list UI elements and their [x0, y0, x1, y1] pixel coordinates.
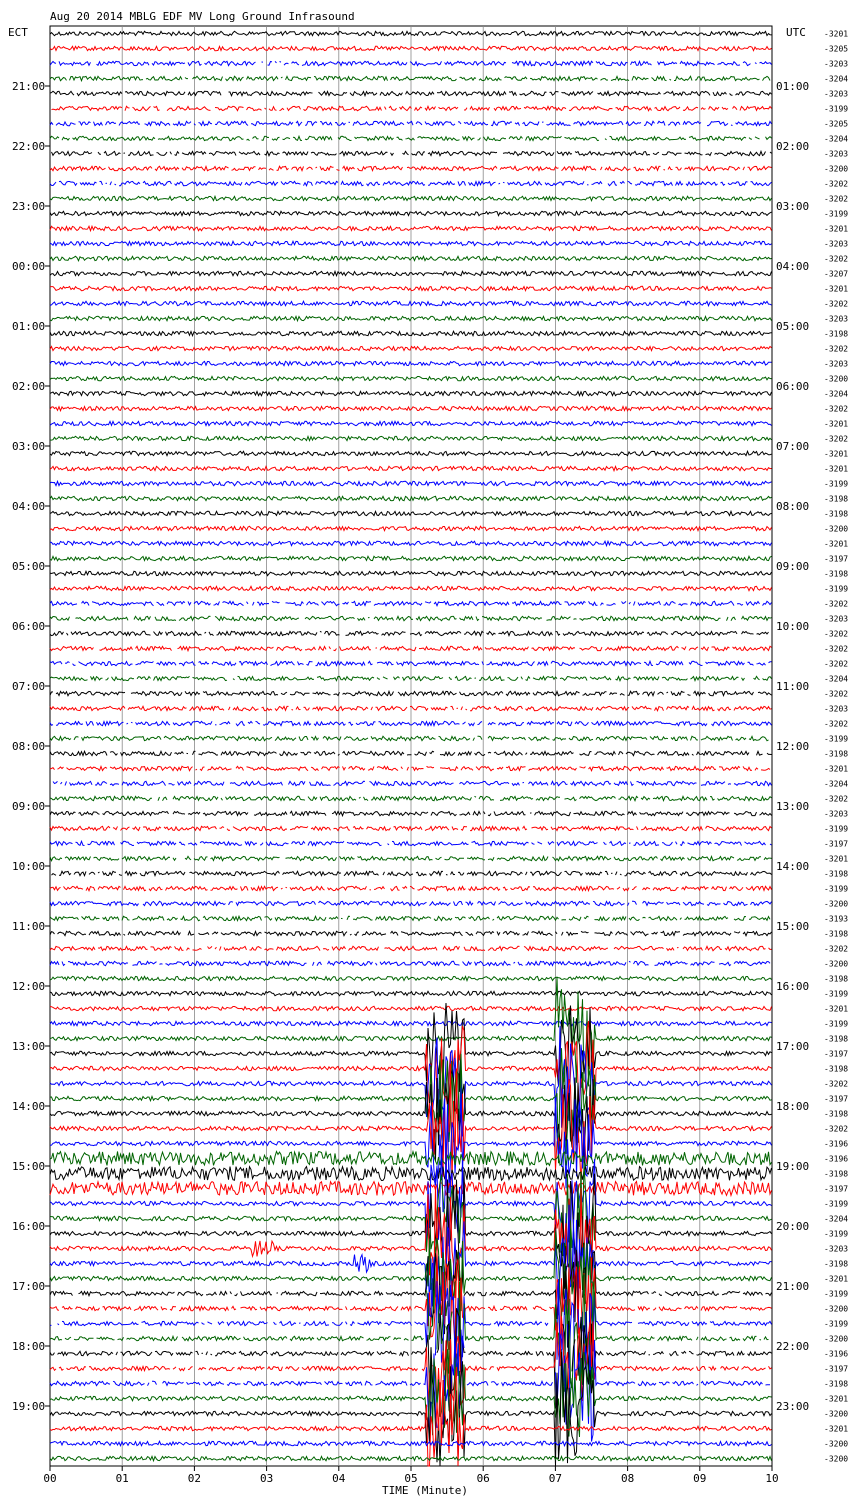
trace-offset-label: -3202	[824, 434, 849, 444]
x-tick-labels	[43, 1466, 778, 1485]
left-hour-label: 13:00	[12, 1040, 46, 1053]
trace-offset-label: -3203	[824, 704, 849, 714]
trace-offset-label: -3199	[824, 734, 849, 744]
trace-offset-label: -3204	[824, 74, 849, 84]
left-hour-label: 17:00	[12, 1280, 46, 1293]
left-hour-label: 15:00	[12, 1160, 46, 1173]
trace-offset-label: -3202	[824, 344, 849, 354]
trace-line-59	[50, 916, 770, 920]
right-hour-label: 01:00	[776, 80, 810, 93]
trace-offset-label: -3201	[824, 1424, 849, 1434]
trace-offset-label: -3200	[824, 1454, 849, 1464]
trace-offset-label: -3198	[824, 494, 849, 504]
trace-offset-label: -3199	[824, 1319, 849, 1329]
x-tick-label: 04	[332, 1472, 346, 1485]
trace-offset-label: -3202	[824, 194, 849, 204]
right-hour-label: 21:00	[776, 1280, 810, 1293]
trace-offset-label: -3199	[824, 884, 849, 894]
left-hour-label: 21:00	[12, 80, 46, 93]
trace-offset-label: -3203	[824, 809, 849, 819]
trace-offset-label: -3199	[824, 1019, 849, 1029]
left-axis-label: ECT	[8, 26, 28, 39]
trace-offset-label: -3198	[824, 1034, 849, 1044]
trace-line-3	[50, 76, 770, 80]
trace-offset-label: -3202	[824, 1124, 849, 1134]
trace-offset-label: -3201	[824, 764, 849, 774]
trace-line-49	[50, 766, 770, 770]
trace-offset-label: -3197	[824, 1049, 849, 1059]
trace-offset-label: -3201	[824, 419, 849, 429]
trace-offset-labels	[824, 30, 848, 1464]
left-hour-label: 10:00	[12, 860, 46, 873]
right-hour-label: 05:00	[776, 320, 810, 333]
x-tick-label: 02	[187, 1472, 202, 1485]
trace-offset-label: -3204	[824, 134, 849, 144]
right-hour-label: 03:00	[776, 200, 810, 213]
left-hour-label: 11:00	[12, 920, 46, 933]
trace-offset-label: -3202	[824, 794, 849, 804]
trace-line-5	[52, 106, 772, 110]
trace-offset-label: -3203	[824, 59, 849, 69]
trace-offset-label: -3199	[824, 1289, 849, 1299]
trace-offset-label: -3198	[824, 1169, 849, 1179]
trace-offset-label: -3201	[824, 1394, 849, 1404]
right-hour-label: 23:00	[776, 1400, 810, 1413]
trace-offset-label: -3197	[824, 839, 849, 849]
trace-offset-label: -3197	[824, 1094, 849, 1104]
trace-offset-label: -3203	[824, 314, 849, 324]
right-hour-label: 06:00	[776, 380, 810, 393]
right-hour-label: 14:00	[776, 860, 810, 873]
right-hour-label: 17:00	[776, 1040, 810, 1053]
trace-offset-label: -3201	[824, 1274, 849, 1284]
trace-offset-label: -3202	[824, 599, 849, 609]
right-hour-labels	[776, 80, 809, 1413]
trace-offset-label: -3200	[824, 1334, 849, 1344]
trace-offset-label: -3200	[824, 164, 849, 174]
trace-line-50	[53, 781, 772, 785]
trace-offset-label: -3198	[824, 509, 849, 519]
right-hour-label: 16:00	[776, 980, 810, 993]
right-hour-label: 22:00	[776, 1340, 810, 1353]
trace-offset-label: -3199	[824, 584, 849, 594]
trace-offset-label: -3200	[824, 1439, 849, 1449]
trace-offset-label: -3202	[824, 719, 849, 729]
left-hour-label: 04:00	[12, 500, 46, 513]
trace-offset-label: -3197	[824, 1364, 849, 1374]
trace-offset-label: -3201	[824, 854, 849, 864]
trace-offset-label: -3201	[824, 464, 849, 474]
right-hour-label: 13:00	[776, 800, 810, 813]
right-hour-label: 04:00	[776, 260, 810, 273]
right-axis-label: UTC	[786, 26, 806, 39]
trace-offset-label: -3204	[824, 1214, 849, 1224]
left-hour-label: 16:00	[12, 1220, 46, 1233]
left-hour-label: 12:00	[12, 980, 46, 993]
x-tick-label: 00	[43, 1472, 57, 1485]
right-hour-label: 07:00	[776, 440, 810, 453]
x-axis-label: TIME (Minute)	[381, 1484, 469, 1497]
trace-offset-label: -3198	[824, 329, 849, 339]
trace-offset-label: -3199	[824, 1199, 849, 1209]
trace-offset-label: -3198	[824, 1064, 849, 1074]
left-hour-label: 09:00	[12, 800, 46, 813]
right-hour-label: 11:00	[776, 680, 810, 693]
trace-offset-label: -3202	[824, 254, 849, 264]
trace-offset-label: -3207	[824, 269, 849, 279]
trace-offset-label: -3199	[824, 824, 849, 834]
trace-offset-label: -3198	[824, 974, 849, 984]
left-hour-label: 18:00	[12, 1340, 46, 1353]
trace-offset-label: -3202	[824, 404, 849, 414]
left-hour-label: 06:00	[12, 620, 46, 633]
trace-offset-label: -3202	[824, 1079, 849, 1089]
trace-offset-label: -3205	[824, 44, 849, 54]
trace-offset-label: -3198	[824, 569, 849, 579]
trace-offset-label: -3198	[824, 1109, 849, 1119]
trace-offset-label: -3198	[824, 1259, 849, 1269]
trace-offset-label: -3204	[824, 779, 849, 789]
right-hour-label: 15:00	[776, 920, 810, 933]
trace-offset-label: -3197	[824, 1184, 849, 1194]
trace-offset-label: -3202	[824, 179, 849, 189]
trace-offset-label: -3201	[824, 539, 849, 549]
x-tick-label: 10	[765, 1472, 779, 1485]
trace-offset-label: -3201	[824, 449, 849, 459]
left-hour-label: 02:00	[12, 380, 46, 393]
trace-offset-label: -3193	[824, 914, 849, 924]
trace-offset-label: -3199	[824, 209, 849, 219]
trace-line-8	[52, 151, 772, 155]
x-tick-label: 03	[259, 1472, 274, 1485]
trace-offset-label: -3203	[824, 149, 849, 159]
x-tick-label: 07	[548, 1472, 563, 1485]
trace-offset-label: -3203	[824, 239, 849, 249]
left-hour-label: 03:00	[12, 440, 46, 453]
trace-offset-label: -3199	[824, 989, 849, 999]
trace-offset-label: -3200	[824, 959, 849, 969]
left-hour-label: 00:00	[12, 260, 46, 273]
right-hour-label: 20:00	[776, 1220, 810, 1233]
left-hour-label: 01:00	[12, 320, 46, 333]
trace-offset-label: -3203	[824, 614, 849, 624]
trace-line-90	[50, 1334, 770, 1442]
trace-offset-label: -3200	[824, 899, 849, 909]
trace-offset-label: -3200	[824, 1409, 849, 1419]
trace-offset-label: -3201	[824, 224, 849, 234]
trace-offset-label: -3198	[824, 1379, 849, 1389]
trace-offset-label: -3199	[824, 1229, 849, 1239]
trace-offset-label: -3198	[824, 869, 849, 879]
trace-offset-label: -3199	[824, 479, 849, 489]
trace-offset-label: -3204	[824, 389, 849, 399]
x-tick-label: 09	[693, 1472, 707, 1485]
left-hour-label: 08:00	[12, 740, 46, 753]
left-hour-label: 23:00	[12, 200, 46, 213]
right-hour-label: 08:00	[776, 500, 810, 513]
trace-offset-label: -3198	[824, 929, 849, 939]
left-hour-label: 19:00	[12, 1400, 46, 1413]
x-tick-label: 01	[115, 1472, 129, 1485]
trace-offset-label: -3201	[824, 29, 849, 39]
trace-offset-label: -3200	[824, 374, 849, 384]
x-tick-label: 06	[476, 1472, 490, 1485]
trace-offset-label: -3205	[824, 119, 849, 129]
trace-offset-label: -3204	[824, 674, 849, 684]
trace-offset-label: -3200	[824, 524, 849, 534]
left-hour-label: 05:00	[12, 560, 46, 573]
trace-offset-label: -3196	[824, 1154, 849, 1164]
trace-line-62	[50, 961, 770, 965]
trace-offset-label: -3197	[824, 554, 849, 564]
left-hour-labels	[12, 80, 50, 1413]
trace-offset-label: -3203	[824, 89, 849, 99]
right-hour-label: 19:00	[776, 1160, 810, 1173]
right-hour-label: 02:00	[776, 140, 810, 153]
x-tick-label: 08	[620, 1472, 635, 1485]
trace-offset-label: -3199	[824, 104, 849, 114]
trace-offset-label: -3202	[824, 299, 849, 309]
left-hour-label: 07:00	[12, 680, 46, 693]
trace-offset-label: -3202	[824, 944, 849, 954]
trace-offset-label: -3202	[824, 629, 849, 639]
left-hour-label: 22:00	[12, 140, 46, 153]
trace-offset-label: -3201	[824, 1004, 849, 1014]
right-hour-label: 10:00	[776, 620, 810, 633]
right-hour-label: 18:00	[776, 1100, 810, 1113]
chart-title: Aug 20 2014 MBLG EDF MV Long Ground Infrasound	[50, 10, 355, 23]
trace-offset-label: -3202	[824, 689, 849, 699]
trace-offset-label: -3202	[824, 644, 849, 654]
trace-offset-label: -3198	[824, 749, 849, 759]
x-tick-label: 05	[404, 1472, 418, 1485]
trace-offset-label: -3203	[824, 1244, 849, 1254]
trace-offset-label: -3196	[824, 1139, 849, 1149]
right-hour-label: 09:00	[776, 560, 810, 573]
left-hour-label: 14:00	[12, 1100, 46, 1113]
trace-offset-label: -3203	[824, 359, 849, 369]
right-hour-label: 12:00	[776, 740, 810, 753]
trace-line-56	[52, 871, 772, 875]
trace-offset-label: -3201	[824, 284, 849, 294]
trace-offset-label: -3202	[824, 659, 849, 669]
trace-offset-label: -3196	[824, 1349, 849, 1359]
trace-offset-label: -3200	[824, 1304, 849, 1314]
